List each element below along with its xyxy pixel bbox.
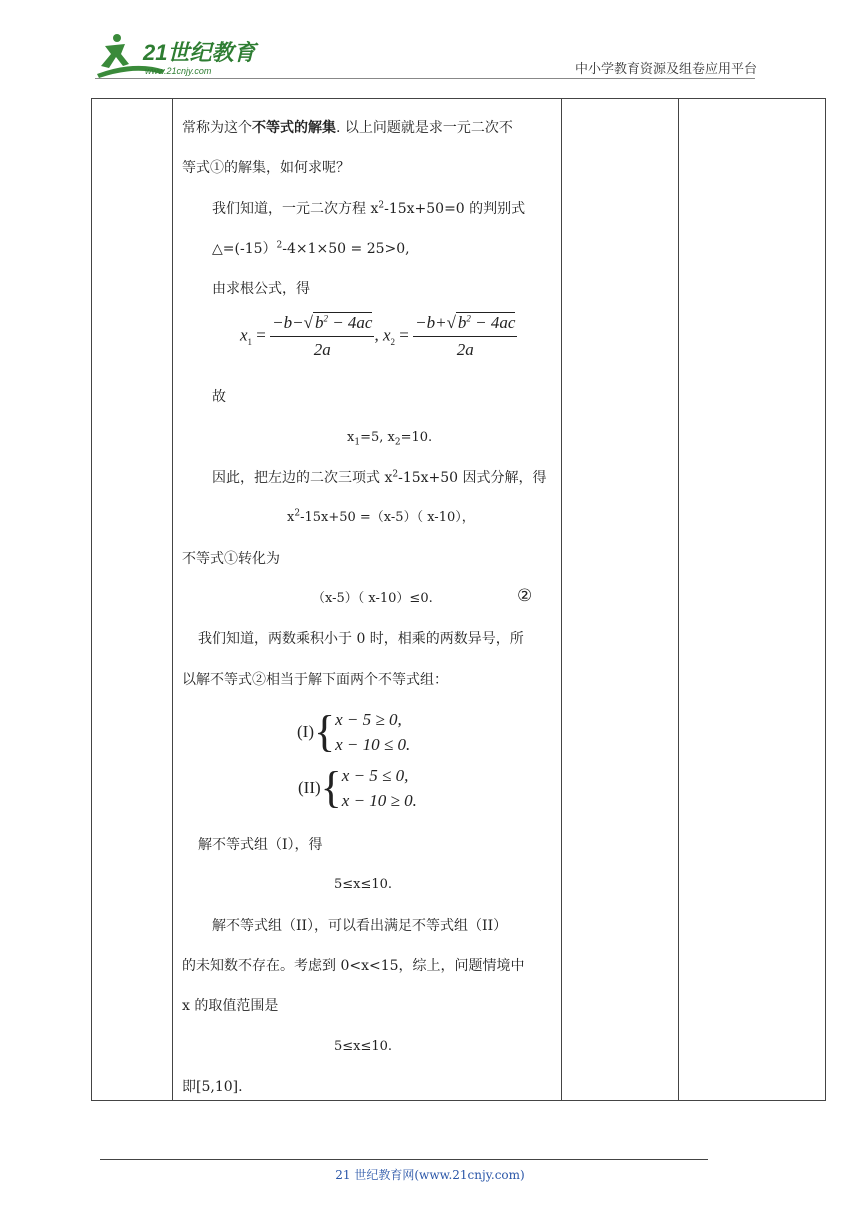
footer-divider — [100, 1159, 708, 1160]
inequality-system-2: (II){ x − 5 ≤ 0, x − 10 ≥ 0. — [298, 763, 417, 812]
text-line: 等式①的解集，如何求呢？ — [182, 160, 350, 176]
text-line: 常称为这个不等式的解集. 以上问题就是求一元二次不 — [182, 120, 513, 136]
solution-line: 5≤x≤10. — [334, 877, 393, 892]
equation-number: ② — [517, 586, 533, 606]
inequality-2: （x-5）（ x-10）≤0. — [312, 591, 433, 606]
text-line: 的未知数不存在。考虑到 0<x<15，综上，问题情境中 — [182, 958, 525, 974]
text-line: x 的取值范围是 — [182, 998, 279, 1014]
text-line: △=(-15）$^2$-4×1×50 = 25>0, — [212, 240, 410, 257]
svg-text:21世纪教育: 21世纪教育 — [143, 40, 256, 65]
roots-line: $x_1=5$, $x_2=10$. — [347, 430, 433, 448]
text-line: 故 — [212, 389, 226, 405]
svg-text:www.21cnjy.com: www.21cnjy.com — [145, 66, 212, 76]
text-line: 以解不等式②相当于解下面两个不等式组： — [182, 672, 448, 688]
text-line: 即[5,10]. — [182, 1079, 243, 1095]
inequality-system-1: (I){ x − 5 ≥ 0, x − 10 ≤ 0. — [297, 707, 411, 756]
text-line: 解不等式组（I），得 — [198, 837, 323, 853]
site-logo — [95, 30, 265, 80]
text-line: 我们知道，一元二次方程 $x^2-15x+50=0$ 的判别式 — [212, 200, 526, 217]
column-divider — [561, 99, 562, 1100]
footer-link[interactable]: 21 世纪教育网(www.21cnjy.com) — [335, 1168, 525, 1182]
text-line: 由求根公式，得 — [212, 281, 310, 297]
lesson-table — [91, 98, 826, 1101]
key-term: 不等式的解集 — [252, 120, 336, 136]
quadratic-formula: $x_1$ = $\frac{-b-√ b^2 - 4ac}{2a}$ , $x_2$ = $\frac{-b+√ b^2 - 4ac}{2a}$ — [240, 313, 516, 359]
header-divider — [95, 78, 755, 79]
solution-line: 5≤x≤10. — [334, 1039, 393, 1054]
platform-name: 中小学教育资源及组卷应用平台 — [575, 62, 758, 77]
text-line: 不等式①转化为 — [182, 551, 280, 567]
factored-expression: $x^2-15x+50 =(x-5)$（ x-10）， — [287, 508, 475, 525]
column-divider — [678, 99, 679, 1100]
text-line: 我们知道，两数乘积小于 0 时，相乘的两数异号，所 — [198, 631, 524, 647]
text-line: 因此，把左边的二次三项式 $x^2-15x+50$ 因式分解，得 — [212, 469, 547, 486]
column-divider — [172, 99, 173, 1100]
text-line: 解不等式组（II），可以看出满足不等式组（II） — [212, 918, 508, 934]
